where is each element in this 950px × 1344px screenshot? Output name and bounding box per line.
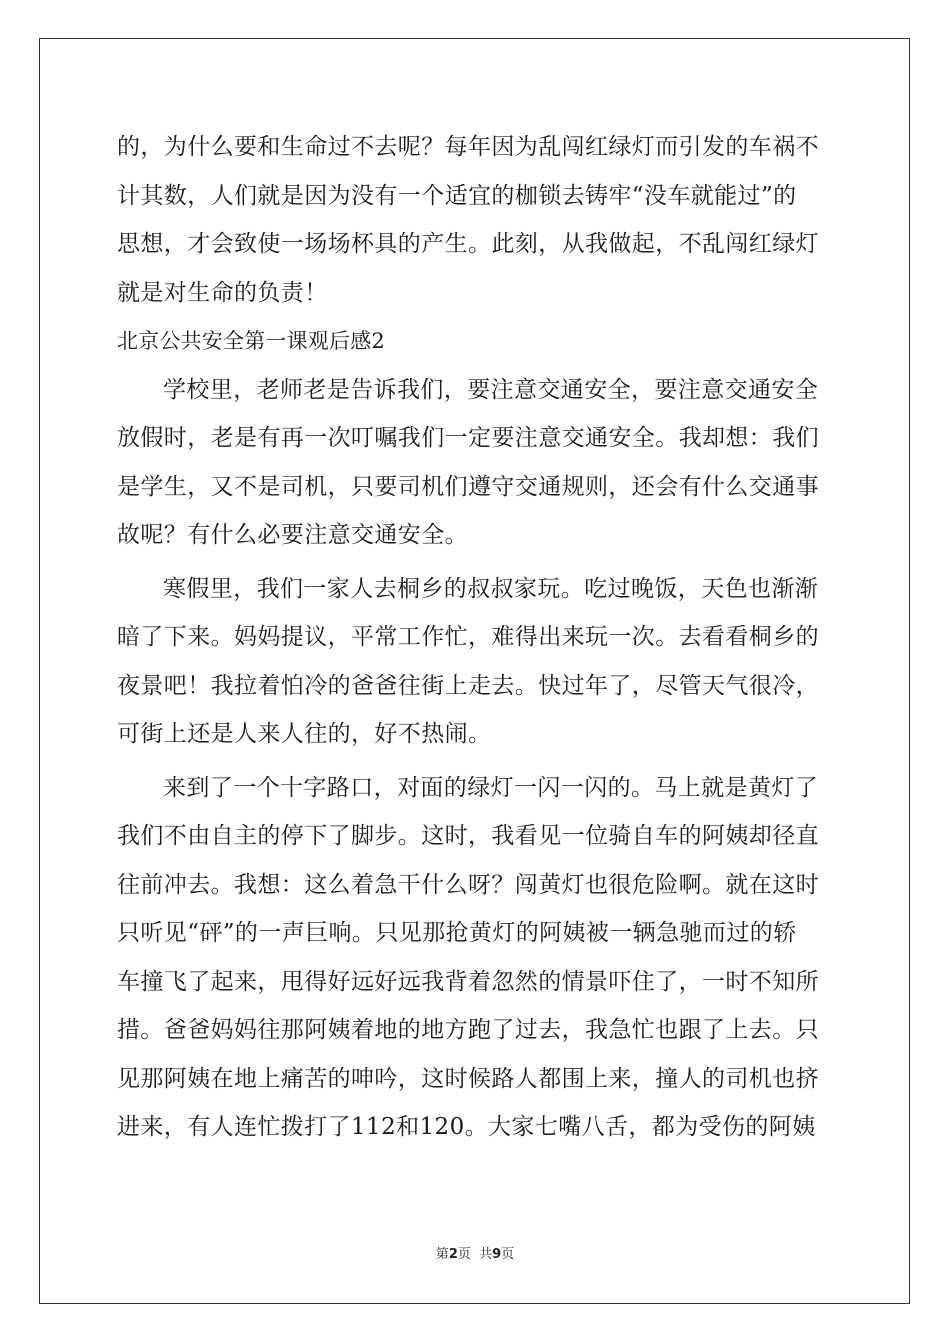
paragraph-1	[117, 366, 833, 560]
text-line: 思想，才会致使一场场杯具的产生。此刻，从我做起，不乱闯红绿灯	[117, 231, 819, 257]
section-heading: 北京公共安全第一课观后感2	[117, 329, 385, 353]
text-line: 来到了一个十字路口，对面的绿灯一闪一闪的。马上就是黄灯了	[163, 774, 819, 801]
text-line: 见那阿姨在地上痛苦的呻吟，这时候路人都围上来，撞人的司机也挤	[117, 1065, 819, 1092]
text-line: 往前冲去。我想：这么着急干什么呀？闯黄灯也很危险啊。就在这时	[117, 871, 819, 898]
text-line: 进来，有人连忙拨打了112和120。大家七嘴八舌，都为受伤的阿姨	[117, 1114, 816, 1140]
text-line: 的，为什么要和生命过不去呢？每年因为乱闯红绿灯而引发的车祸不	[117, 134, 819, 160]
text-line: 计其数，人们就是因为没有一个适宜的枷锁去铸牢“没车就能过”的	[117, 182, 797, 209]
text-line: 可街上还是人来人往的，好不热闹。	[117, 721, 492, 747]
text-line: 措。爸爸妈妈往那阿姨着地的地方跑了过去，我急忙也跟了上去。只	[117, 1017, 819, 1043]
page-number-suffix: 页	[501, 1247, 515, 1262]
document-body	[117, 123, 833, 1152]
text-line: 是学生，又不是司机，只要司机们遵守交通规则，还会有什么交通事	[117, 473, 819, 500]
page-number-total: 9	[492, 1247, 502, 1262]
text-line: 放假时，老是有再一次叮嘱我们一定要注意交通安全。我却想：我们	[117, 425, 819, 451]
page-number-mid: 页 共	[457, 1247, 493, 1262]
page-number-prefix: 第	[435, 1247, 449, 1262]
text-line: 暗了下来。妈妈提议，平常工作忙，难得出来玩一次。去看看桐乡的	[117, 624, 819, 650]
text-line: 故呢？有什么必要注意交通安全。	[117, 522, 468, 548]
text-line: 学校里，老师老是告诉我们，要注意交通安全，要注意交通安全	[163, 376, 819, 403]
text-line: 就是对生命的负责！	[117, 279, 328, 306]
text-line: 车撞飞了起来，甩得好远好远我背着忽然的情景吓住了，一时不知所	[117, 968, 819, 995]
text-line: 寒假里，我们一家人去桐乡的叔叔家玩。吃过晚饭，天色也渐渐	[163, 575, 819, 602]
paragraph-3	[117, 764, 833, 1152]
page-number-current: 2	[448, 1247, 458, 1262]
text-line: 夜景吧！我拉着怕冷的爸爸往街上走去。快过年了，尽管天气很冷，	[117, 672, 819, 699]
page-footer	[0, 1247, 950, 1263]
paragraph-2	[117, 565, 833, 759]
paragraph-continued	[117, 123, 833, 317]
text-line: 我们不由自主的停下了脚步。这时，我看见一位骑自车的阿姨却径直	[117, 823, 819, 849]
text-line: 只听见“砰”的一声巨响。只见那抢黄灯的阿姨被一辆急驰而过的轿	[117, 920, 797, 946]
